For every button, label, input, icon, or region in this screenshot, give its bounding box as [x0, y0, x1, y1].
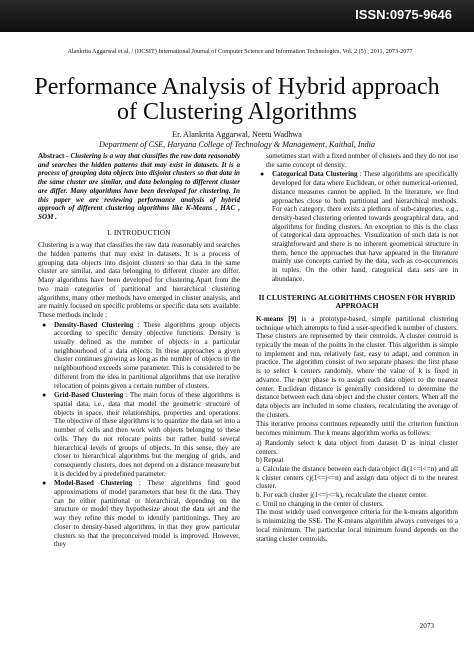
bullet-icon: ●	[42, 391, 47, 400]
authors: Er. Alankrita Aggarwal, Neetu Wadhwa	[172, 130, 302, 139]
title-line-1: Performance Analysis of Hybrid approach	[34, 74, 440, 100]
list-item	[42, 479, 240, 549]
method-term: Model-Based Clustering	[54, 479, 133, 488]
step-item: b. For each cluster j(1<=j<=k), recalculate the cluster center.	[256, 491, 428, 500]
affiliation: Department of CSE, Haryana College of Technology & Management, Kaithal, India	[99, 140, 375, 149]
header-bar	[0, 0, 474, 32]
section-2-heading: II CLUSTERING ALGORITHMS CHOSEN FOR HYBRID APPROACH	[258, 292, 456, 311]
right-column	[256, 152, 458, 544]
abstract	[38, 152, 240, 222]
method-text: : These algorithms find good approximations of model parameters that best fit the data. They can be either partitional or hierarchical, depending on the structure or model they hypothesize about the data set and the way they refine this model to identify partitionings. They are closer to density-based algorithms, in that they grow particular clusters so that the preconceived model is improved. However, they	[54, 479, 240, 549]
method-term: Density-Based Clustering	[54, 320, 134, 329]
page-number: 2073	[419, 622, 434, 630]
methods-list	[38, 321, 240, 549]
left-column	[38, 152, 240, 550]
method-text: : These algorithms are specifically developed for data where Euclidean, or other numerical-oriented, distance measures cannot be applied. In the literature, we find approaches close to both partitional and hierarchical methods. For each category, there exists a plethora of sub-categories, e.g., density-based clustering oriented towards geographical data, and algorithms for finding clusters. An exception to this is the class of categorical data approaches. Visualization of such data is not straightforward and there is no inherent geometrical structure in them, hence the approaches that have appeared in the literature mainly use concepts carried by the data, such as co-occurrences in tuples. On the other hand, categorical data sets are in abundance.	[272, 170, 458, 283]
bullet-icon: ●	[42, 479, 47, 488]
kmeans-term: K-means [9]	[256, 314, 297, 323]
step-item: a. Calculate the distance between each data object di(1<=i<=n) and all k cluster centers cj(1<=j<=n) and assign data object di to the nearest cluster.	[256, 464, 458, 491]
issn-label: ISSN:0975-9646	[355, 7, 452, 22]
categorical-list	[256, 170, 458, 283]
bullet-icon: ●	[260, 170, 265, 179]
kmeans-paragraph-2: This iterative process continues repeatedly until the criterion function becomes minimum. The k means algorithm works as follows:	[256, 420, 458, 438]
title-line-2: of Clustering Algorithms	[117, 99, 357, 125]
running-header: Alankrita Aggarwal et al, / (IJCSIT) International Journal of Computer Science and Information Technologies, Vol. 2 (5) , 2011, 2073-2077	[67, 48, 413, 55]
closing-paragraph: The most widely used convergence criteria for the k-means algorithm is minimizing the SSE. The K-means algorithm always converges to a local minimum. The particular local minimum found depends on the starting cluster centroids.	[256, 508, 458, 543]
method-text: : These algorithms group objects according to specific density objective functions. Density is usually defined as the number of objects in a particular neighbourhood of a data objects. In these approaches a given cluster continues growing as long as the number of objects in the neighbourhood exceeds some parameter. This is considered to be different from the idea in partitional algorithms that use iterative relocation of points given a certain number of clusters.	[54, 320, 240, 390]
algorithm-steps	[256, 439, 458, 509]
intro-heading: I. INTRODUCTION	[107, 228, 171, 237]
paper-title	[30, 75, 444, 125]
continued-paragraph: sometimes start with a fixed number of clusters and they do not use the same concept of density.	[266, 152, 458, 169]
intro-paragraph: Clustering is a way that classifies the raw data reasonably and searches the hidden patterns that may exist in datasets. It is a process of grouping data objects into disjoint clusters so that data in the same cluster are similar, and data belonging to different cluster are differ. Many algorithms have been developed for clustering.Apart from the two main categories of partitional and hierarchical clustering algorithms, many other methods have emerged in cluster analysis, and are mainly focused on specific problems or specific data sets available. These methods include :	[38, 241, 240, 319]
abstract-text: Clustering is a way that classifies the raw data reasonably and searches the hidden patterns that may exist in datasets. It is a process of grouping data objects into disjoint clusters so that data in the same cluster are similar, and data belonging to different cluster are differ. Many algorithms have been developed for clustering. In this paper we are reviewing performance analysis of hybrid approach of different clustering algorithms like K-Means , HAC , SOM .	[38, 152, 240, 221]
kmeans-text: is a prototype-based, simple partitional clustering technique which attempts to find a user-specified k number of clusters. These clusters are represented by their centroids. A cluster centroid is typically the mean of the points in the cluster. This algorithm is simple to implement and run, relatively fast, easy to adapt, and common in practice. The algorithm consist of two separate phases: the first phase is to select k centers randomly, where the value of k is fixed in advance. The next phase is to assign each data object to the nearest center. Euclidean distance is generally considered to determine the distance between each data object and the cluster centers. When all the data objects are included in some clusters, recalculating the average of the clusters.	[256, 314, 458, 419]
step-item: a) Randomly select k data object from dataset D as initial cluster centers.	[256, 438, 458, 456]
method-text: : The main focus of these algorithms is spatial data, i.e., data that model the geometric structure of objects in space, their relationships, properties and operations. The objective of these algorithms is to quantize the data set into a number of cells and then work with objects belonging to these cells. They do not relocate points but rather build several hierarchical levels of groups of objects. In this sense, they are closer to hierarchical algorithms but the merging of grids, and consequently clusters, does not depend on a distance measure but it is decided by a predefined parameter.	[54, 391, 240, 478]
list-item	[42, 391, 240, 478]
list-item	[260, 170, 458, 283]
method-term: Grid-Based Clustering	[54, 391, 124, 400]
bullet-icon: ●	[42, 320, 47, 329]
kmeans-paragraph	[256, 315, 458, 419]
list-item	[42, 320, 240, 391]
step-item: b) Repeat	[256, 456, 284, 465]
step-item: c. Until no changing in the center of clusters.	[256, 499, 384, 508]
abstract-label: Abstract -	[38, 152, 69, 160]
method-term: Categorical Data Clustering	[272, 170, 358, 179]
